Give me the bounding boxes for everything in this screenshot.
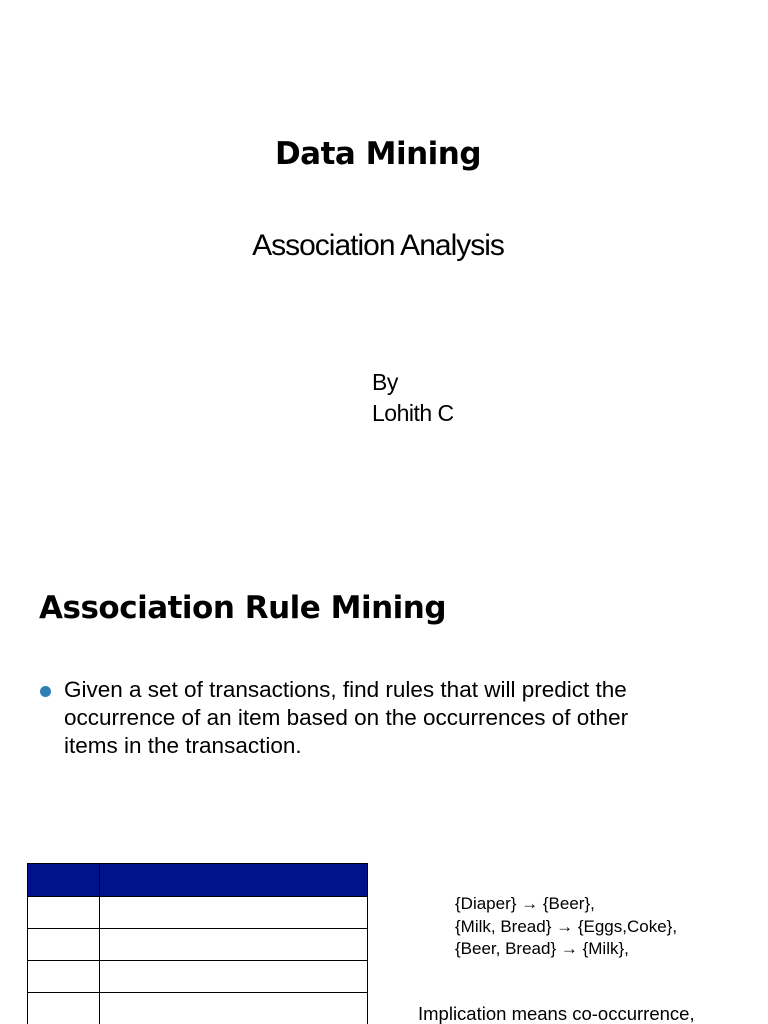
table-header-row [28,864,368,897]
author-name: Lohith C [372,400,454,426]
implication-note: Implication means co-occurrence, [418,1003,695,1024]
table-cell [99,993,367,1024]
table-cell [28,897,100,929]
rule-line: {Milk, Bread} → {Eggs,Coke}, [455,916,678,936]
author-by-label: By [372,369,398,395]
table-cell [99,897,367,929]
content-slide [0,512,768,1024]
table-cell [28,993,100,1024]
table-row [28,929,368,961]
rule-line: {Diaper} → {Beer}, [455,894,595,913]
table-cell [99,961,367,993]
table-row [28,897,368,929]
table-cell [28,961,100,993]
bullet-dot-icon [40,686,51,697]
bullet-line: occurrence of an item based on the occurrences of other [64,705,629,730]
bullet-line: items in the transaction. [64,733,302,758]
bullet-text [64,676,740,760]
bullet-line: Given a set of transactions, find rules that will predict the [64,677,627,702]
rule-line: {Beer, Bread} → {Milk}, [455,939,629,958]
table-row [28,961,368,993]
transaction-table [27,863,368,1024]
table-header-cell [99,864,367,897]
slide-heading: Association Rule Mining [39,590,447,626]
table-cell [99,929,367,961]
table-cell [28,929,100,961]
bullet-item [40,676,740,760]
example-rules [455,893,677,961]
slide-subtitle: Association Analysis [252,229,504,262]
author-block [372,367,454,429]
table-row [28,993,368,1024]
slide-title: Data Mining [274,136,482,172]
table-header-cell [28,864,100,897]
